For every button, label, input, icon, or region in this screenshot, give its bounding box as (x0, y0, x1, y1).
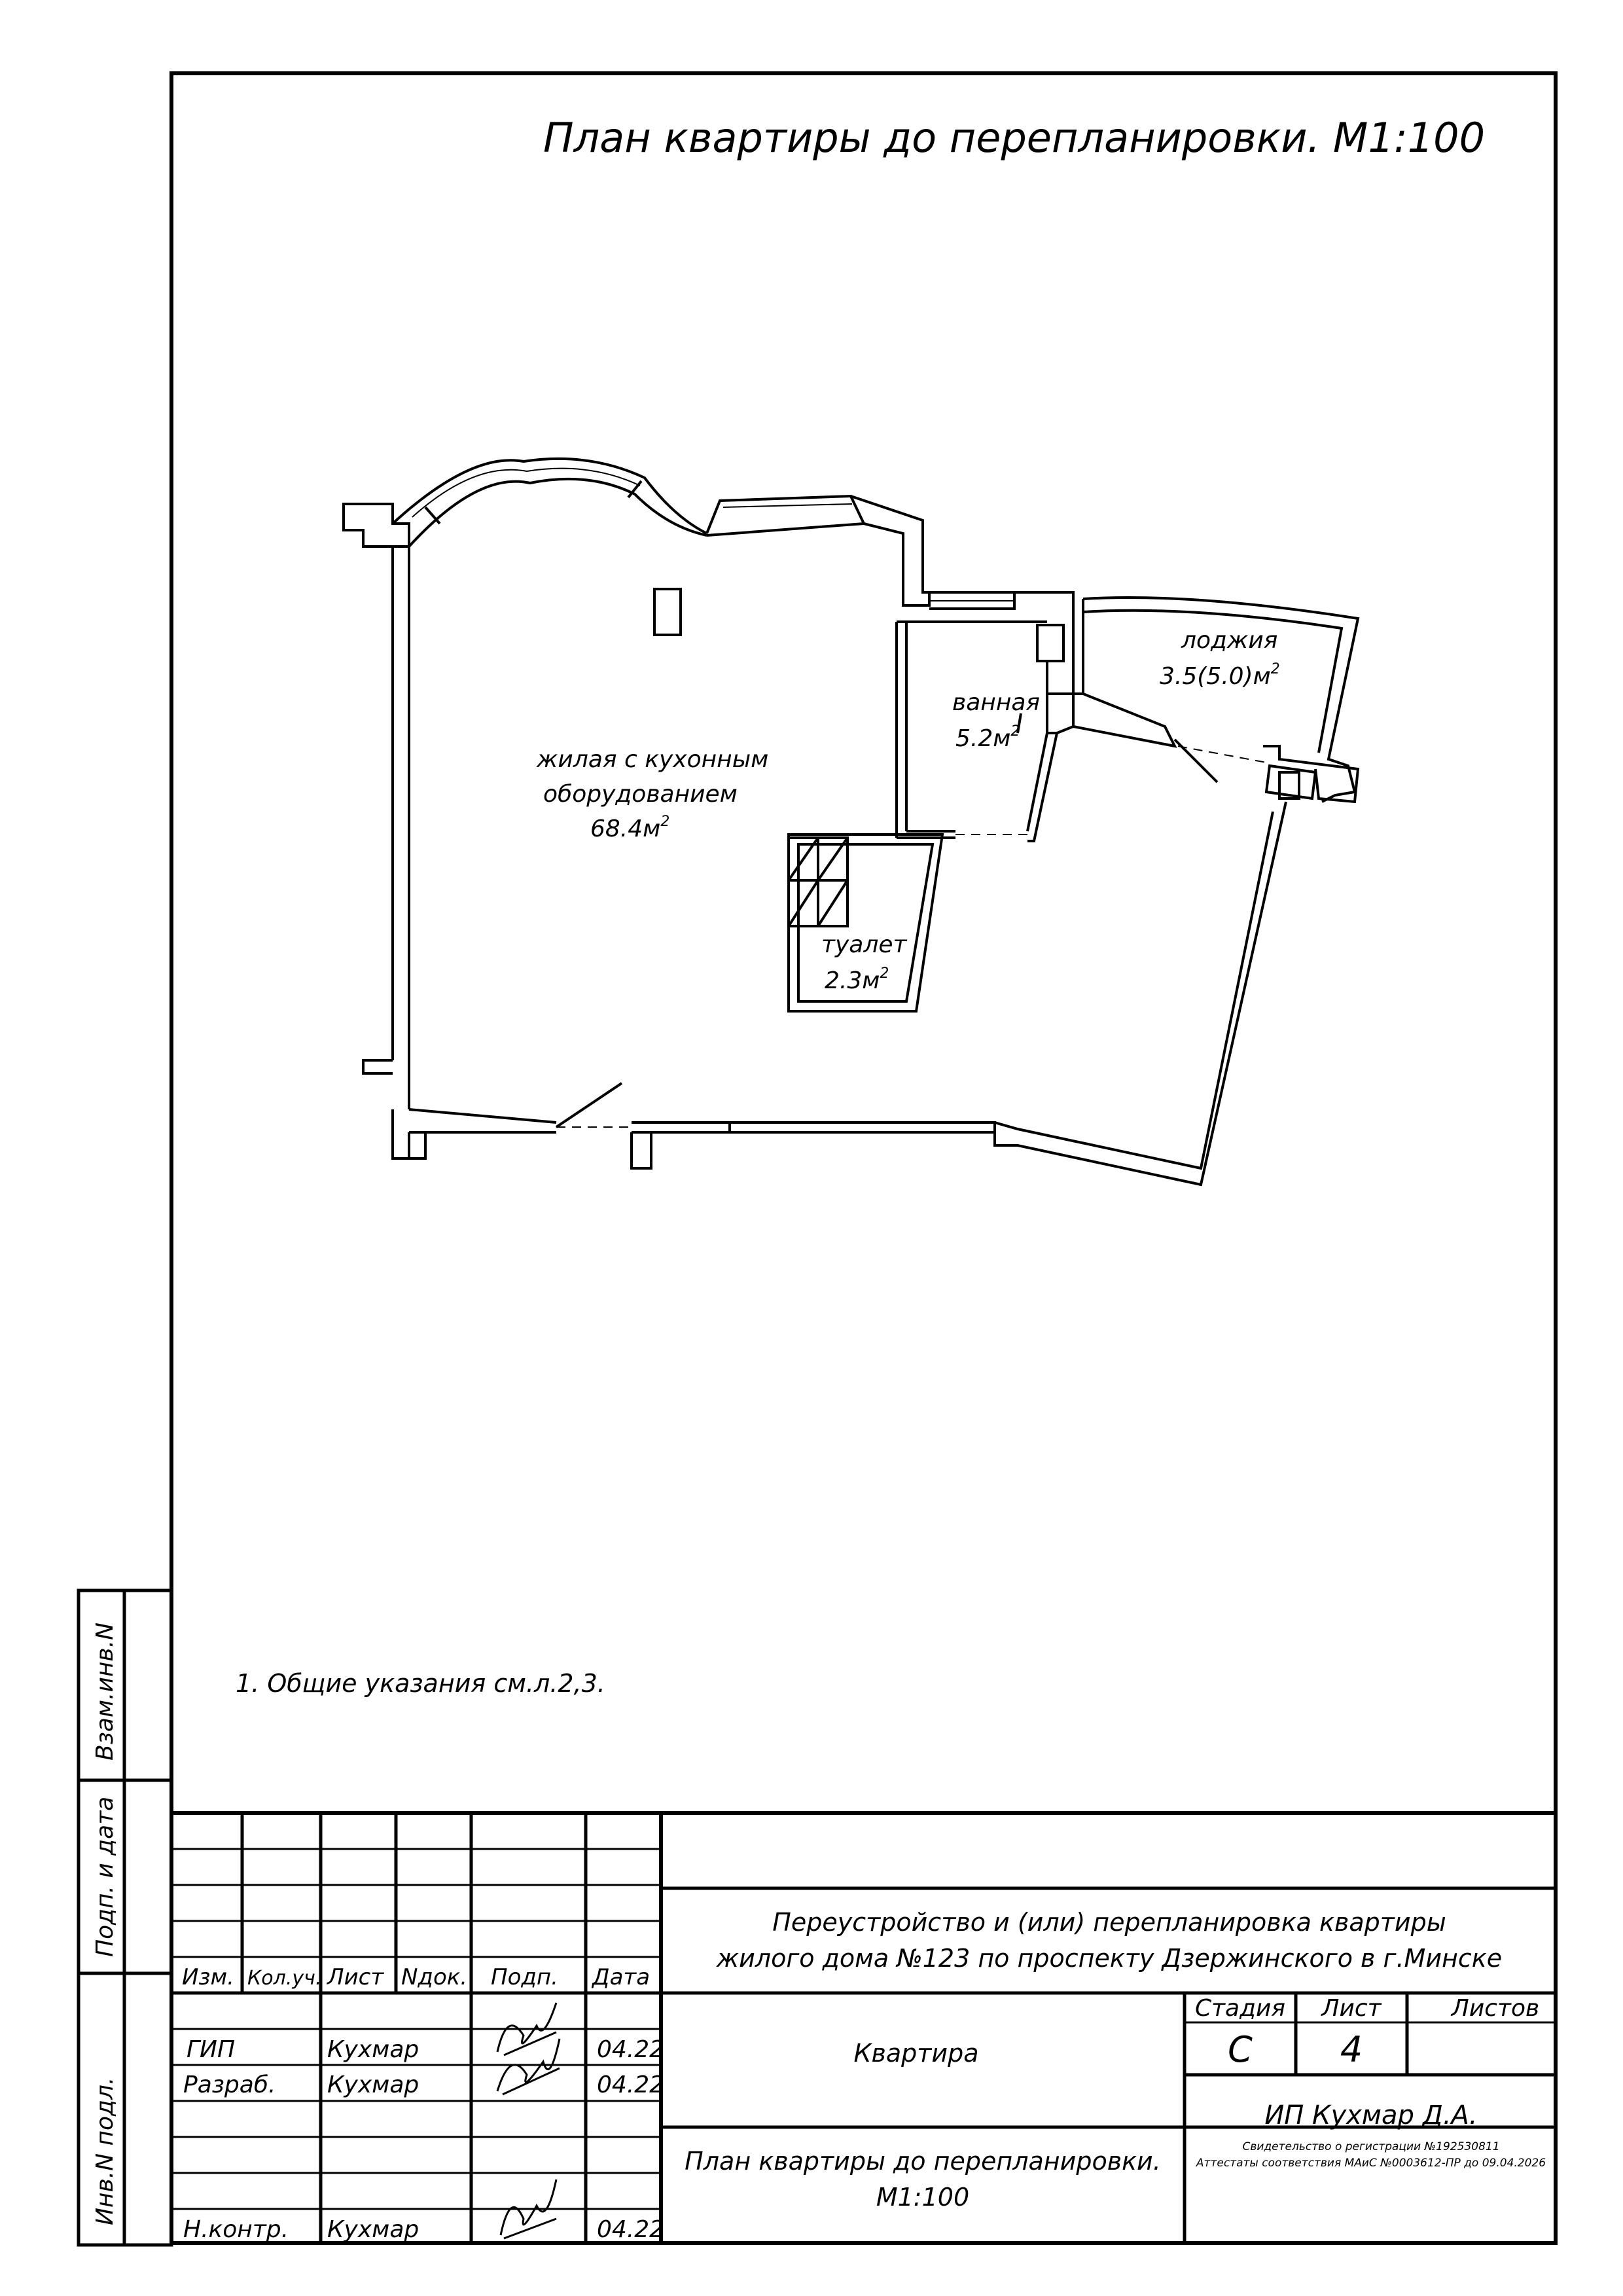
room-toilet-name: туалет (821, 931, 907, 958)
hdr-list: Лист (327, 1964, 384, 1990)
room-bath-area: $5.2м^2$ (955, 723, 1020, 752)
side-stamp-podp: Подп. и дата (92, 1796, 118, 1957)
drawing-line2: М1:100 (876, 2183, 970, 2212)
row-nkontr-date: 04.22 (597, 2216, 665, 2243)
row-nkontr-role: Н.контр. (183, 2216, 289, 2243)
side-stamp-inv: Инв.N подл. (92, 2077, 118, 2225)
side-stamp-vzam: Взам.инв.N (92, 1622, 118, 1761)
hdr-podp: Подп. (491, 1964, 558, 1990)
row-razrab-name: Кухмар (327, 2072, 419, 2098)
row-razrab-role: Разраб. (183, 2072, 276, 2098)
room-bath-name: ванная (952, 689, 1041, 716)
project-line2: жилого дома №123 по проспекту Дзержинского в г.Минске (716, 1944, 1503, 1973)
company-name: ИП Кухмар Д.А. (1264, 2100, 1478, 2130)
object-name: Квартира (853, 2039, 979, 2068)
hdr-kol: Кол.уч. (247, 1967, 322, 1990)
stage-label: Стадия (1194, 1995, 1286, 2022)
room-toilet-area: $2.3м^2$ (825, 965, 889, 994)
stage-value: С (1228, 2029, 1253, 2070)
project-line1: Переустройство и (или) перепланировка квартиры (772, 1908, 1446, 1937)
room-living-line2: оборудованием (543, 781, 738, 808)
floor-plan (344, 459, 1358, 1185)
row-gip-name: Кухмар (327, 2036, 419, 2063)
signature-razrab (497, 2039, 560, 2094)
hdr-izm: Изм. (182, 1964, 234, 1990)
row-razrab-date: 04.22 (597, 2072, 665, 2098)
room-living-area: $68.4м^2$ (590, 814, 670, 842)
row-gip-date: 04.22 (597, 2036, 665, 2063)
company-cert2: Аттестаты соответствия МАиС №0003612-ПР до 09.04.2026 (1196, 2157, 1546, 2170)
drawing-line1: План квартиры до перепланировки. (685, 2147, 1161, 2176)
sheet-value: 4 (1340, 2029, 1363, 2070)
room-living-line1: жилая с кухонным (537, 746, 769, 773)
general-note: 1. Общие указания см.л.2,3. (236, 1669, 605, 1698)
row-gip-role: ГИП (187, 2036, 236, 2063)
room-loggia-name: лоджия (1181, 627, 1278, 654)
sheet-label: Лист (1321, 1995, 1382, 2022)
room-loggia-area: $3.5(5.0)м^2$ (1160, 661, 1280, 690)
sheets-label: Листов (1451, 1995, 1540, 2022)
page-title: План квартиры до перепланировки. М1:100 (543, 114, 1486, 162)
company-cert1: Свидетельство о регистрации №192530811 (1242, 2140, 1500, 2153)
hdr-data: Дата (592, 1964, 651, 1990)
hdr-ndok: Nдок. (401, 1964, 468, 1990)
row-nkontr-name: Кухмар (327, 2216, 419, 2243)
